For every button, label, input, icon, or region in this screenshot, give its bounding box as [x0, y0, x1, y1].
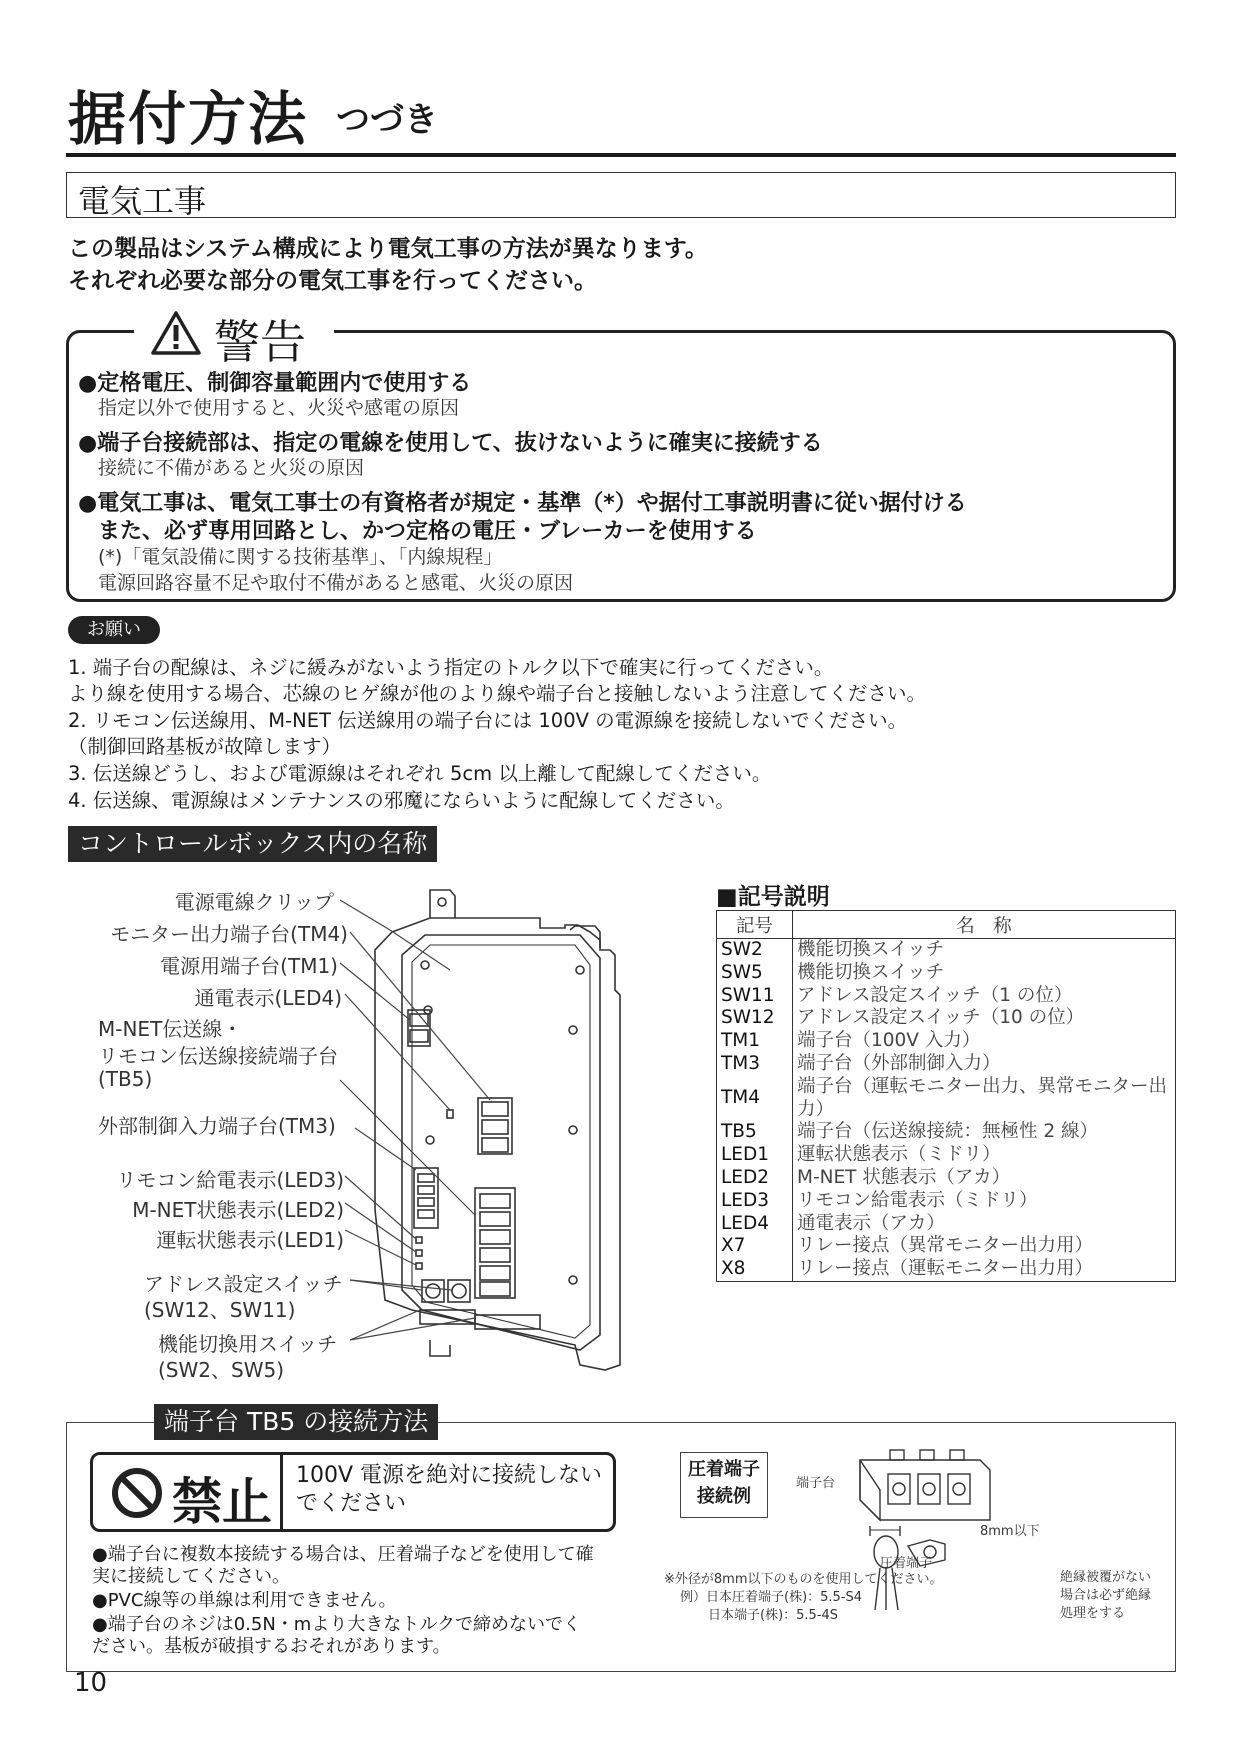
tb5-note: ださい。基板が破損するおそれがあります。: [92, 1636, 451, 1657]
section-header-box: [66, 172, 1176, 218]
symbol-name: アドレス設定スイッチ（1 の位）: [793, 985, 1176, 1008]
request-line: （制御回路基板が故障します）: [68, 735, 342, 758]
control-box-header: コントロールボックス内の名称: [68, 826, 437, 862]
crimp-title: [680, 1456, 768, 1510]
section-title: 電気工事: [78, 182, 207, 220]
request-line: 3. 伝送線どうし、および電源線はそれぞれ 5cm 以上離して配線してください。: [68, 762, 772, 785]
symbol-code: TM1: [717, 1030, 793, 1053]
crimp-example-1: 例）日本圧着端子(株)：5.5-S4: [680, 1590, 863, 1605]
intro-line: この製品はシステム構成により電気工事の方法が異なります。: [68, 236, 708, 262]
symbol-name: 端子台（100V 入力）: [793, 1030, 1176, 1053]
request-line: 4. 伝送線、電源線はメンテナンスの邪魔にならいように配線してください。: [68, 789, 735, 812]
label-power-clip: 電源電線クリップ: [174, 890, 334, 914]
symbol-code: LED2: [717, 1167, 793, 1190]
table-row: [717, 985, 1176, 1008]
intro-line: それぞれ必要な部分の電気工事を行ってください。: [68, 268, 597, 294]
table-row: [717, 1167, 1176, 1190]
label-tm1: 電源用端子台(TM1): [160, 954, 338, 978]
label-function-switch-ids: (SW2、SW5): [158, 1358, 284, 1382]
tb5-note: ●端子台のネジは0.5N・mより大きなトルクで締めないでく: [92, 1614, 581, 1635]
symbol-code: SW2: [717, 939, 793, 962]
crimp-dimension: 8mm以下: [980, 1524, 1040, 1539]
symbol-name: 通電表示（アカ）: [793, 1213, 1176, 1236]
tb5-note: 実に接続してください。: [92, 1566, 290, 1587]
request-line: 2. リモコン伝送線用、M-NET 伝送線用の端子台には 100V の電源線を接続しないでください。: [68, 709, 908, 732]
page-subtitle: つづき: [336, 100, 438, 140]
table-row: [717, 1144, 1176, 1167]
table-row: [717, 1030, 1176, 1053]
crimp-example-2: 日本端子(株)：5.5-4S: [708, 1608, 839, 1623]
label-led3: リモコン給電表示(LED3): [116, 1168, 344, 1192]
symbol-code: LED1: [717, 1144, 793, 1167]
label-tm4: モニター出力端子台(TM4): [110, 922, 348, 946]
tb5-header: 端子台 TB5 の接続方法: [154, 1404, 438, 1440]
label-address-switch-ids: (SW12、SW11): [144, 1298, 296, 1322]
crimp-terminal-label: 端子台: [796, 1476, 836, 1491]
prohibition-word: 禁止: [172, 1473, 272, 1531]
label-tb5-1: M-NET伝送線・: [98, 1017, 243, 1041]
label-tb5-2: リモコン伝送線接続端子台: [98, 1044, 338, 1068]
insulation-note: 絶縁被覆がない: [1060, 1570, 1152, 1585]
table-row: [717, 1053, 1176, 1076]
table-row: [717, 1235, 1176, 1258]
symbol-name: リレー接点（異常モニター出力用）: [793, 1235, 1176, 1258]
prohibition-divider: [280, 1452, 283, 1532]
page-number: 10: [74, 1668, 108, 1698]
warning-item: ●電気工事は、電気工事士の有資格者が規定・基準（*）や据付工事説明書に従い据付ける: [78, 491, 967, 516]
request-line: より線を使用する場合、芯線のヒゲ線が他のより線や端子台と接触しないよう注意してください。: [68, 682, 927, 705]
request-line: 1. 端子台の配線は、ネジに緩みがないよう指定のトルク以下で確実に行ってください。: [68, 656, 834, 679]
label-tb5-3: (TB5): [98, 1067, 153, 1091]
table-row: [717, 1121, 1176, 1144]
table-row: [717, 1258, 1176, 1281]
label-function-switch: 機能切換用スイッチ: [158, 1332, 338, 1356]
symbol-code: LED4: [717, 1213, 793, 1236]
table-row: [717, 1190, 1176, 1213]
symbol-code: SW5: [717, 962, 793, 985]
table-row: [717, 962, 1176, 985]
warning-item-detail: 接続に不備があると火災の原因: [98, 457, 365, 479]
crimp-note: ※外径が8mm以下のものを使用してください。: [664, 1572, 943, 1587]
crimp-title-line1: 圧着端子: [688, 1459, 760, 1480]
column-header-code: 記号: [717, 911, 793, 939]
warning-item: ●端子台接続部は、指定の電線を使用して、抜けないように確実に接続する: [78, 431, 823, 456]
symbol-code: X8: [717, 1258, 793, 1281]
label-tm3: 外部制御入力端子台(TM3): [98, 1114, 336, 1138]
table-header-row: [717, 911, 1176, 939]
symbol-name: 機能切換スイッチ: [793, 939, 1176, 962]
symbol-name: アドレス設定スイッチ（10 の位）: [793, 1007, 1176, 1030]
symbol-code: TM4: [717, 1076, 793, 1122]
label-led2: M-NET状態表示(LED2): [132, 1198, 344, 1222]
symbol-name: 端子台（伝送線接続：無極性 2 線）: [793, 1121, 1176, 1144]
symbol-code: SW11: [717, 985, 793, 1008]
column-header-name: 名 称: [793, 911, 1176, 939]
request-badge: お願い: [68, 616, 160, 644]
tb5-note: ●端子台に複数本接続する場合は、圧着端子などを使用して確: [92, 1544, 594, 1565]
table-row: [717, 1213, 1176, 1236]
symbol-name: 運転状態表示（ミドリ）: [793, 1144, 1176, 1167]
symbol-name: 端子台（運転モニター出力、異常モニター出力）: [793, 1076, 1176, 1122]
prohibition-icon: [110, 1466, 164, 1520]
table-row: [717, 1076, 1176, 1122]
warning-item: ●定格電圧、制御容量範囲内で使用する: [78, 371, 472, 396]
label-led4: 通電表示(LED4): [194, 986, 342, 1010]
symbol-name: 機能切換スイッチ: [793, 962, 1176, 985]
label-led1: 運転状態表示(LED1): [156, 1228, 344, 1252]
symbol-code: TM3: [717, 1053, 793, 1076]
insulation-note: 場合は必ず絶縁: [1060, 1588, 1152, 1603]
table-row: [717, 1007, 1176, 1030]
crimp-lug-label: 圧着端子: [880, 1556, 933, 1571]
symbol-table-title: ■記号説明: [716, 884, 830, 910]
prohibition-text: 100V 電源を絶対に接続しないでください: [296, 1463, 603, 1516]
symbol-code: X7: [717, 1235, 793, 1258]
warning-title: 警告: [214, 315, 306, 369]
title-divider: [66, 153, 1176, 157]
warning-item-detail: 指定以外で使用すると、火災や感電の原因: [98, 397, 460, 419]
symbol-name: リレー接点（運転モニター出力用）: [793, 1258, 1176, 1281]
tb5-note: ●PVC線等の単線は利用できません。: [92, 1590, 397, 1611]
symbol-table: [716, 910, 1176, 1282]
crimp-title-line2: 接続例: [697, 1486, 751, 1507]
symbol-code: SW12: [717, 1007, 793, 1030]
symbol-name: 端子台（外部制御入力）: [793, 1053, 1176, 1076]
warning-triangle-icon: [150, 310, 202, 356]
symbol-code: LED3: [717, 1190, 793, 1213]
warning-item-detail: 電源回路容量不足や取付不備があると感電、火災の原因: [98, 572, 574, 594]
insulation-note: 処理をする: [1060, 1606, 1126, 1621]
table-row: [717, 939, 1176, 962]
symbol-code: TB5: [717, 1121, 793, 1144]
warning-item-detail: (*)「電気設備に関する技術基準」、「内線規程」: [98, 546, 503, 568]
warning-item-cont: また、必ず専用回路とし、かつ定格の電圧・ブレーカーを使用する: [98, 519, 757, 544]
page-title: 据付方法: [68, 85, 309, 153]
symbol-name: リモコン給電表示（ミドリ）: [793, 1190, 1176, 1213]
symbol-name: M-NET 状態表示（アカ）: [793, 1167, 1176, 1190]
label-address-switch: アドレス設定スイッチ: [144, 1272, 343, 1296]
